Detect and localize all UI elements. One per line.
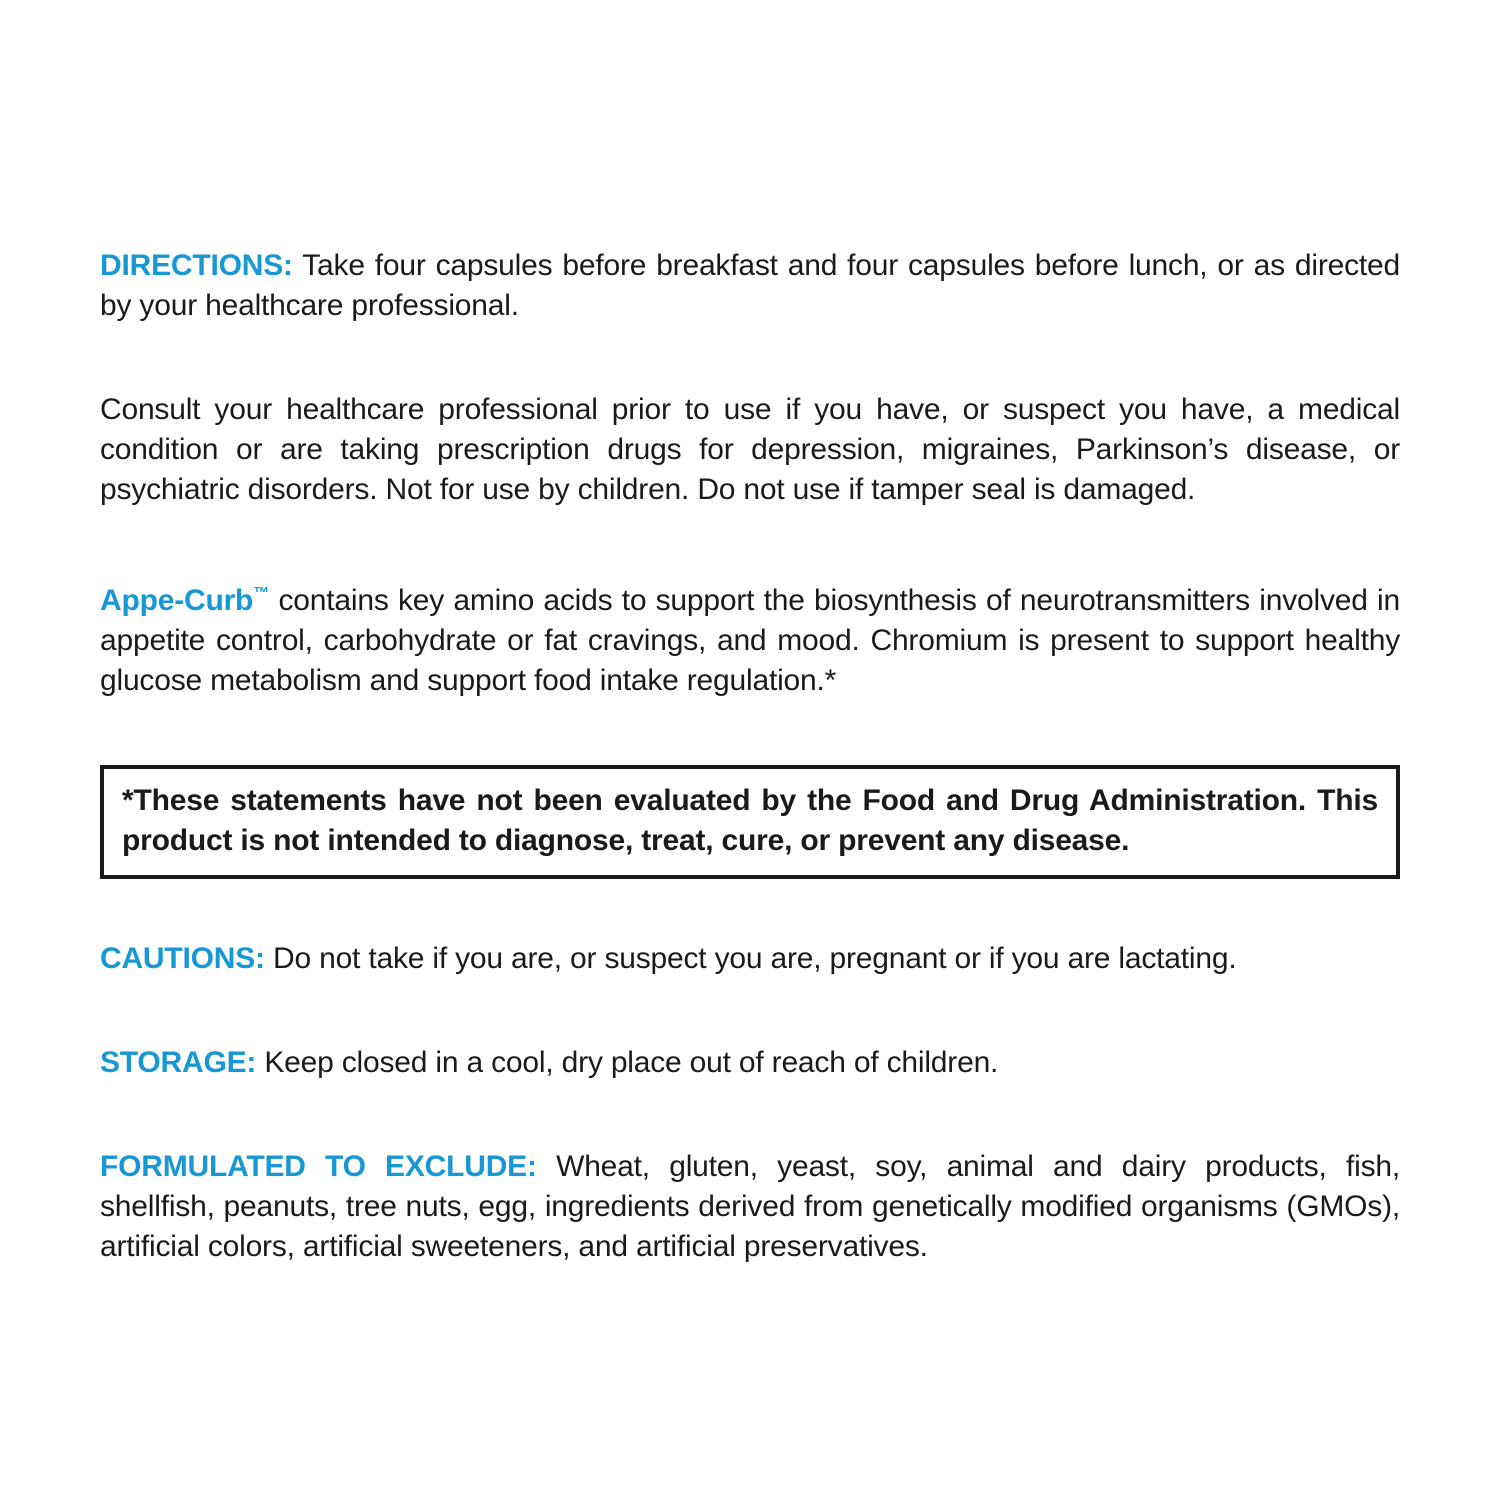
product-description-body: contains key amino acids to support the biosynthesis of neurotransmitters involved in appetite control, carbohydrate or fat cravings, and mood. Chromium is present to support healthy glucose metabolism and support food intake regulation.* [100,584,1400,697]
formulated-to-exclude-paragraph [100,1147,1400,1267]
brand-name: Appe-Curb [100,584,254,617]
supplement-label-text-panel [100,246,1400,1331]
cautions-heading: CAUTIONS: [100,942,265,975]
storage-paragraph [100,1043,1400,1083]
fda-disclaimer-box [100,765,1400,879]
cautions-paragraph [100,939,1400,979]
fda-disclaimer-text: *These statements have not been evaluated by the Food and Drug Administration. This product is not intended to diagnose, treat, cure, or prevent any disease. [122,784,1378,857]
storage-body: Keep closed in a cool, dry place out of reach of children. [264,1046,999,1079]
formulated-to-exclude-heading: FORMULATED TO EXCLUDE: [100,1150,537,1183]
directions-body: Take four capsules before breakfast and four capsules before lunch, or as directed by your healthcare professional. [100,249,1401,322]
consult-warning-body: Consult your healthcare professional prior to use if you have, or suspect you have, a medical condition or are taking prescription drugs for depression, migraines, Parkinson’s disease, or psychiatric disorders. Not for use by children. Do not use if tamper seal is damaged. [100,393,1400,506]
directions-heading: DIRECTIONS: [100,249,293,282]
storage-heading: STORAGE: [100,1046,257,1079]
consult-warning-paragraph [100,390,1400,510]
trademark-symbol: ™ [253,585,270,602]
cautions-body: Do not take if you are, or suspect you are, pregnant or if you are lactating. [273,942,1237,975]
product-description-paragraph [100,574,1400,701]
directions-paragraph [100,246,1400,326]
formulated-to-exclude-body: Wheat, gluten, yeast, soy, animal and dairy products, fish, shellfish, peanuts, tree nuts, egg, ingredients derived from genetically modified organisms (GMOs), artificial colors, artificial sweeteners, and artificial preservatives. [100,1150,1400,1263]
